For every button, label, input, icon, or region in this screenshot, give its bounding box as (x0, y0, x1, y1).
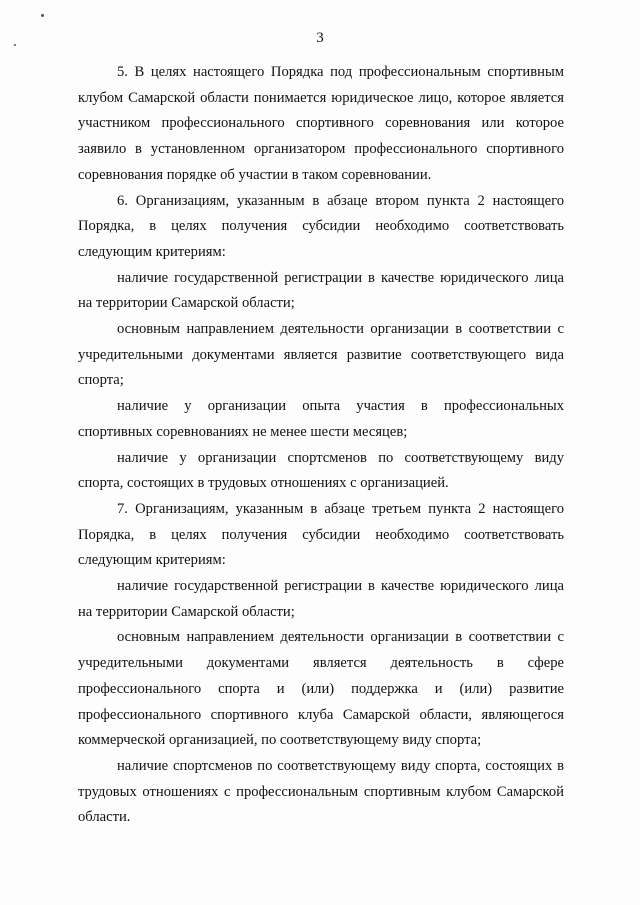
paragraph-6-criterion-experience: наличие у организации опыта участия в профессиональных спортивных соревнованиях не менее шести месяцев; (78, 398, 564, 440)
paragraph-7-criterion-main-activity: основным направлением деятельности организации в соответствии с учредительными документами является деятельность в сфере профессионального спорта и (или) поддержка и (или) развитие профессионального спортивного клуба Самарской области, являющегося коммерческой организацией, по соответствующему виду спорта; (78, 629, 564, 749)
paragraph-6-intro: 6. Организациям, указанным в абзаце втором пункта 2 настоящего Порядка, в целях получения субсидии необходимо соответствовать следующим критериям: (78, 192, 564, 260)
paragraph-7-criterion-registration: наличие государственной регистрации в качестве юридического лица на территории Самарской области; (78, 578, 564, 620)
paragraph-6-criterion-main-activity: основным направлением деятельности организации в соответствии с учредительными документами является развитие соответствующего вида спорта; (78, 321, 564, 389)
paragraph-7-intro: 7. Организациям, указанным в абзаце третьем пункта 2 настоящего Порядка, в целях получения субсидии необходимо соответствовать следующим критериям: (78, 500, 564, 569)
paragraph-6-criterion-athletes: наличие у организации спортсменов по соответствующему виду спорта, состоящих в трудовых отношениях с организацией. (78, 449, 564, 492)
document-body (78, 60, 564, 831)
paragraph-6-criterion-registration: наличие государственной регистрации в качестве юридического лица на территории Самарской области; (78, 269, 564, 312)
page-number: 3 (316, 30, 324, 46)
paragraph-7-criterion-athletes: наличие спортсменов по соответствующему виду спорта, состоящих в трудовых отношениях с профессиональным спортивным клубом Самарской области. (78, 757, 564, 826)
scan-speck (41, 14, 44, 17)
paragraph-5-definition: 5. В целях настоящего Порядка под профессиональным спортивным клубом Самарской области понимается юридическое лицо, которое является участником профессионального спортивного соревнования или которое заявило в установленном организатором профессионального спортивного соревнования порядке об участии в таком соревновании. (78, 64, 564, 183)
